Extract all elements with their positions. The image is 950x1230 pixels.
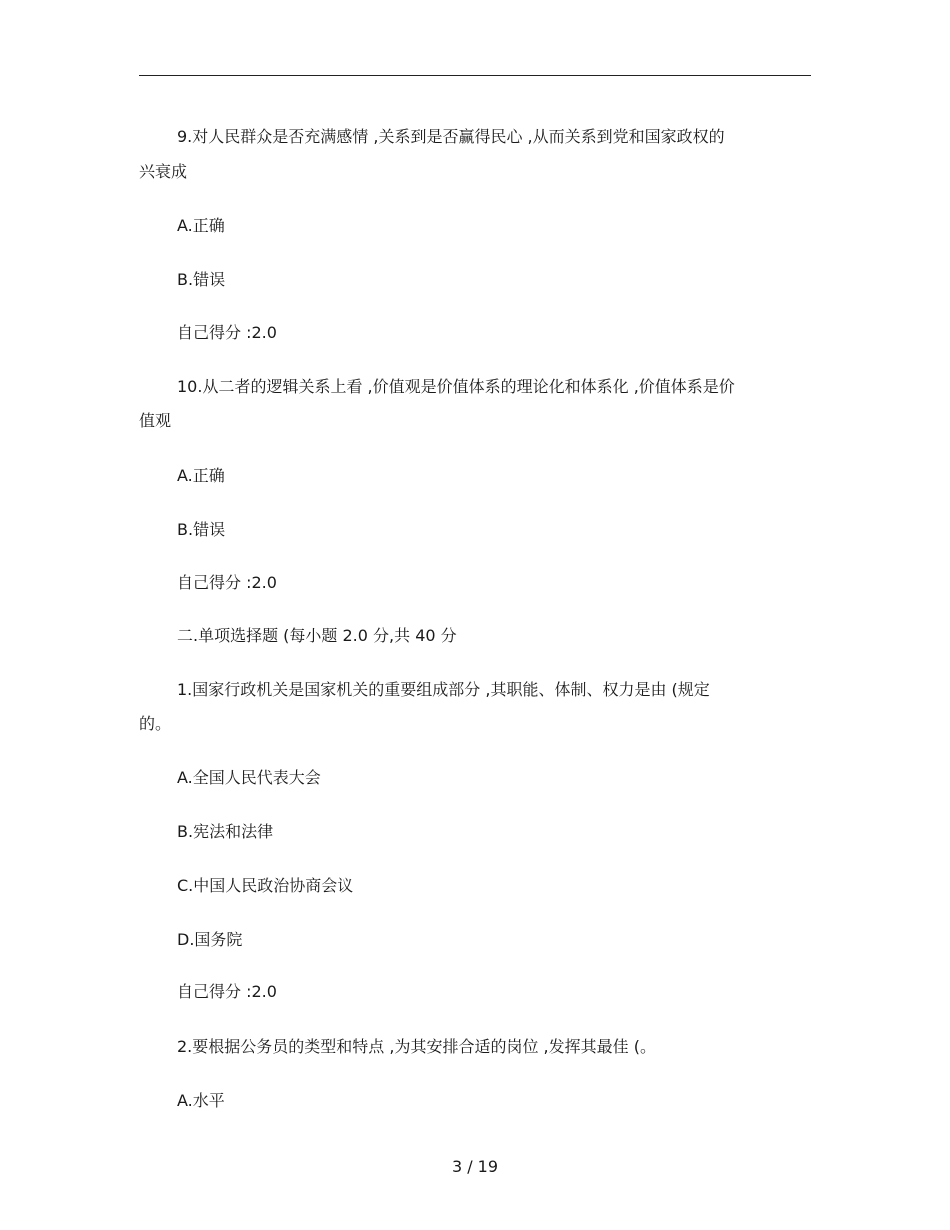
header-rule [139, 75, 811, 76]
question-9-text-cont: 兴衰成 [139, 162, 188, 181]
section-heading: 二.单项选择题 (每小题 2.0 分,共 40 分 [177, 626, 457, 645]
single-choice-1-option-a: A.全国人民代表大会 [177, 768, 321, 787]
question-10-score: 自己得分 :2.0 [177, 573, 277, 592]
question-10-option-b: B.错误 [177, 520, 226, 539]
question-10-text-cont: 值观 [139, 411, 172, 430]
single-choice-2-text: 2.要根据公务员的类型和特点 ,为其安排合适的岗位 ,发挥其最佳 (。 [177, 1037, 656, 1056]
single-choice-1-option-c: C.中国人民政治协商会议 [177, 876, 354, 895]
question-10-text: 10.从二者的逻辑关系上看 ,价值观是价值体系的理论化和体系化 ,价值体系是价 [177, 377, 735, 396]
single-choice-1-score: 自己得分 :2.0 [177, 982, 277, 1001]
question-9-text: 9.对人民群众是否充满感情 ,关系到是否赢得民心 ,从而关系到党和国家政权的 [177, 127, 725, 146]
question-9-score: 自己得分 :2.0 [177, 323, 277, 342]
question-9-option-a: A.正确 [177, 216, 225, 235]
single-choice-1-text: 1.国家行政机关是国家机关的重要组成部分 ,其职能、体制、权力是由 (规定 [177, 680, 710, 699]
question-9-option-b: B.错误 [177, 270, 226, 289]
single-choice-1-option-d: D.国务院 [177, 930, 243, 949]
single-choice-1-option-b: B.宪法和法律 [177, 822, 274, 841]
single-choice-2-option-a: A.水平 [177, 1091, 225, 1110]
single-choice-1-text-cont: 的。 [139, 714, 172, 733]
question-10-option-a: A.正确 [177, 466, 225, 485]
page-number: 3 / 19 [451, 1157, 499, 1176]
